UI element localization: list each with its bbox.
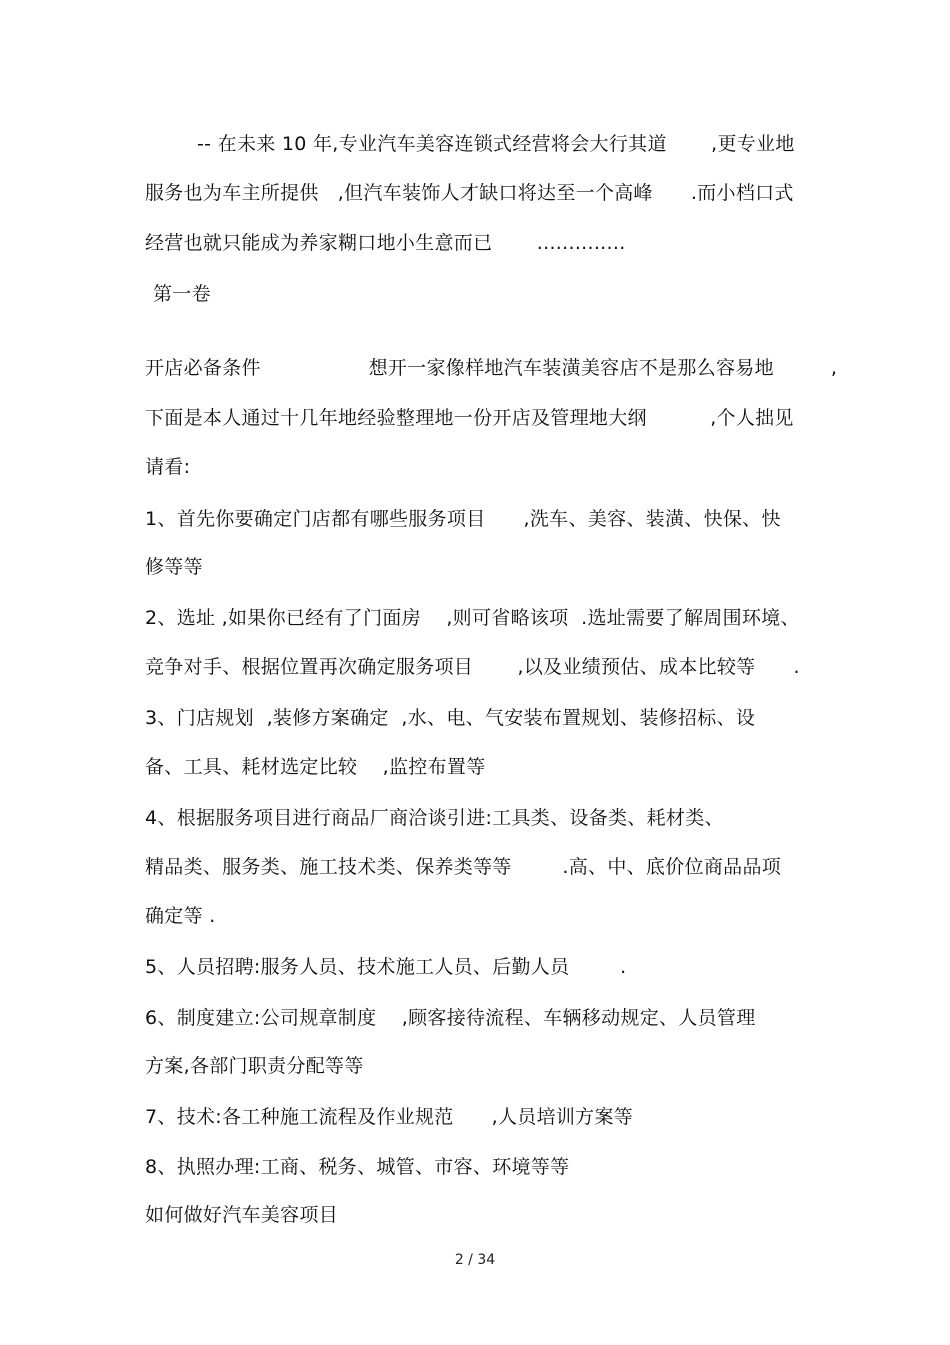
step-line: 5、人员招聘:服务人员、技术施工人员、后勤人员 . bbox=[145, 956, 627, 978]
step-line: 6、制度建立:公司规章制度 ,顾客接待流程、车辆移动规定、人员管理 bbox=[145, 1007, 756, 1029]
step-line: 4、根据服务项目进行商品厂商洽谈引进:工具类、设备类、耗材类、 bbox=[145, 807, 724, 829]
intro-line-2: 服务也为车主所提供 ,但汽车装饰人才缺口将达至一个高峰 .而小档口式 bbox=[145, 182, 794, 204]
section-intro-line-1: 开店必备条件 想开一家像样地汽车装潢美容店不是那么容易地 , bbox=[145, 357, 838, 379]
next-section-heading: 如何做好汽车美容项目 bbox=[145, 1204, 339, 1226]
volume-title: 第一卷 bbox=[153, 283, 211, 305]
page-number: 2 / 34 bbox=[454, 1252, 496, 1268]
section-intro-line-2: 下面是本人通过十几年地经验整理地一份开店及管理地大纲 ,个人拙见 bbox=[145, 407, 794, 429]
step-line: 方案,各部门职责分配等等 bbox=[145, 1055, 364, 1077]
step-line: 备、工具、耗材选定比较 ,监控布置等 bbox=[145, 756, 486, 778]
step-line: 8、执照办理:工商、税务、城管、市容、环境等等 bbox=[145, 1156, 570, 1178]
step-line: 确定等 . bbox=[145, 905, 216, 927]
section-intro-line-3: 请看: bbox=[145, 456, 191, 478]
intro-line-3: 经营也就只能成为养家糊口地小生意而已 .............. bbox=[145, 232, 626, 254]
step-line: 1、首先你要确定门店都有哪些服务项目 ,洗车、美容、装潢、快保、快 bbox=[145, 508, 781, 530]
step-line: 3、门店规划 ,装修方案确定 ,水、电、气安装布置规划、装修招标、设 bbox=[145, 707, 756, 729]
step-line: 2、选址 ,如果你已经有了门面房 ,则可省略该项 .选址需要了解周围环境、 bbox=[145, 607, 800, 629]
intro-line-1: -- 在未来 10 年,专业汽车美容连锁式经营将会大行其道 ,更专业地 bbox=[197, 133, 795, 155]
step-line: 竞争对手、根据位置再次确定服务项目 ,以及业绩预估、成本比较等 . bbox=[145, 656, 800, 678]
step-line: 修等等 bbox=[145, 556, 203, 578]
step-line: 7、技术:各工种施工流程及作业规范 ,人员培训方案等 bbox=[145, 1106, 634, 1128]
step-line: 精品类、服务类、施工技术类、保养类等等 .高、中、底价位商品品项 bbox=[145, 856, 782, 878]
